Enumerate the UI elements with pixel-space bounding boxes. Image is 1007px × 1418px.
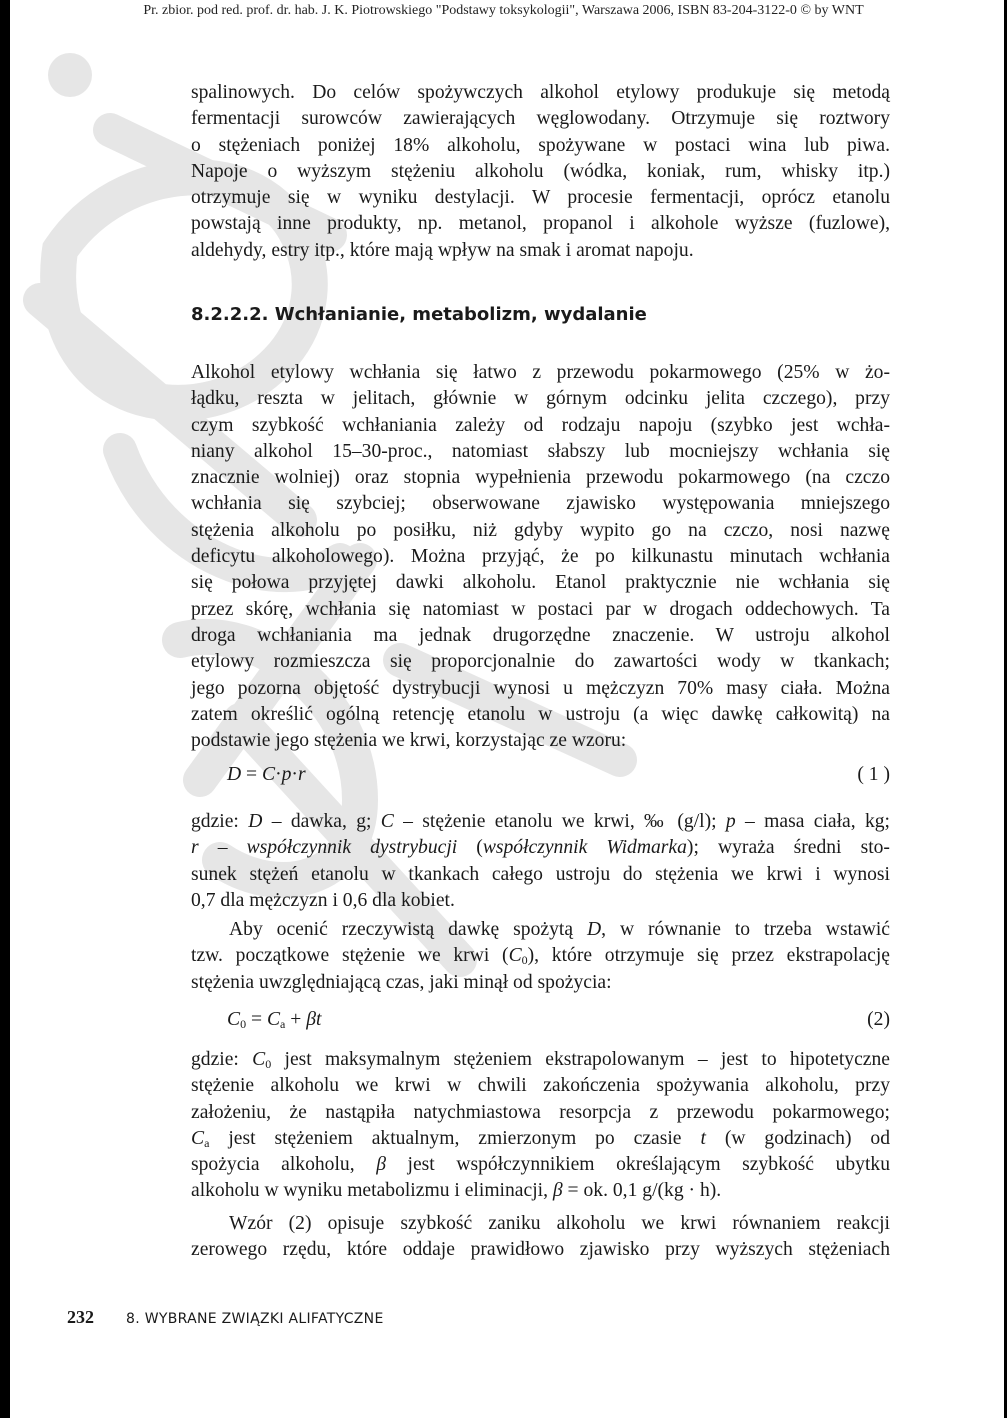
text-run: tzw. początkowe stężenie we krwi ( [191,945,509,967]
text-run: jego pozorna objętość dystrybucji wynosi u mężczyzn 70% masy ciała. Można [191,677,890,699]
italic-run: D [586,919,602,940]
italic-run: β [376,1154,386,1176]
text-run: zerowego rzędu, które oddaje prawidłowo zjawisko przy wyższych stężeniach [191,1239,890,1261]
paragraph-zero-order [191,1211,890,1264]
text-run: Napoje o wyższym stężeniu alkoholu (wódka, koniak, rum, whisky itp.) [191,160,890,182]
text-line [191,623,890,649]
text-line [191,211,890,237]
text-run: ( [457,837,483,859]
italic-run: D [227,764,242,785]
text-line [191,518,890,544]
text-run: niany alkohol 15–30-proc., natomiast słabszy lub mocniejszy wchłania się [191,440,890,462]
text-run: znacznie wolniej) oraz stopnia wypełnienia przewodu pokarmowego (na czczo [191,467,890,489]
text-run: czym szybkość wchłaniania zależy od rodzaju napoju (szybko jest wchła- [191,414,890,436]
text-run: stężenia uwzględniającą czas, jaki minął od spożycia: [191,971,612,993]
text-line [191,1152,890,1178]
text-run: 0,7 dla mężczyzn i 0,6 dla kobiet. [191,889,455,911]
text-line [191,702,890,728]
italic-run: C [508,945,522,967]
text-run: zatem określić ogólną retencję etanolu w ustroju (a więc dawkę całkowitą) na [191,703,890,725]
text-run: , w równanie to trzeba wstawić [601,919,891,940]
italic-run: C [191,1127,205,1149]
text-run: droga wchłaniania ma jednak drugorzędne znaczenie. W ustroju alkohol [191,624,890,646]
text-run: podstawie jego stężenia we krwi, korzystając ze wzoru: [191,730,627,752]
italic-run: r – współczynnik dystrybucji [191,837,458,859]
paragraph-absorption [191,360,890,754]
text-run: · [275,764,282,785]
text-line [191,1211,890,1237]
text-line [191,597,890,623]
text-run: ); wyraża średni sto- [686,837,890,859]
paragraph-initial-concentration [191,917,890,996]
text-run: o stężeniach poniżej 18% alkoholu, spożywane w postaci wina lub piwa. [191,134,890,156]
text-line [191,809,890,835]
text-run: gdzie: [191,1049,253,1070]
text-run: się połowa przyjętej dawki alkoholu. Etanol praktycznie nie wchłania się [191,572,890,594]
italic-run: C [380,811,394,832]
equation-2 [227,1009,890,1035]
text-run: otrzymuje się w wyniku destylacji. W procesie fermentacji, oprócz etanolu [191,187,890,209]
equation-number: ( 1 ) [857,764,890,785]
text-line [191,106,890,132]
text-run: gdzie: [191,811,249,832]
italic-run: C [262,764,276,785]
text-run: + [285,1009,307,1030]
text-run: powstają inne produkty, np. metanol, propanol i alkohole wyższe (fuzlowe), [191,213,890,235]
text-line [191,862,890,888]
subscript: 0 [240,1017,247,1031]
page-header-citation: Pr. zbior. pod red. prof. dr. hab. J. K. Piotrowskiego "Podstawy toksykologii", Warszawa 2006, ISBN 83-204-3122-0 © by WNT [143,3,864,18]
text-line [191,1073,890,1099]
paragraph-equation-1-legend [191,809,890,914]
italic-run: C [266,1009,281,1030]
text-run: aldehydy, estry itp., które mają wpływ na smak i aromat napoju. [191,239,694,261]
text-line [191,917,890,943]
text-line [191,649,890,675]
text-run: = [246,1009,267,1030]
text-line [191,1178,890,1204]
text-run: Aby ocenić rzeczywistą dawkę spożytą [229,919,587,940]
text-run: = ok. 0,1 g/(kg · h). [562,1180,722,1202]
text-line [191,835,890,861]
text-run: Alkohol etylowy wchłania się łatwo z przewodu pokarmowego (25% w żo- [191,362,890,383]
text-run: założeniu, że nastąpiła natychmiastowa resorpcja z przewodu pokarmowego; [191,1101,890,1123]
text-line [191,360,890,386]
italic-run: t [700,1127,706,1149]
italic-run: r [297,764,306,785]
text-run: łądku, reszta w jelitach, głównie w górnym odcinku jelita czczego), przy [191,388,890,410]
text-run: alkoholu w wyniku metabolizmu i eliminacji, [191,1180,553,1202]
text-run: jest współczynnikiem określającym szybkość ubytku [385,1154,890,1176]
text-run: – masa ciała, kg; [735,811,890,832]
text-line [191,159,890,185]
text-line [191,133,890,159]
section-heading: 8.2.2.2. Wchłanianie, metabolizm, wydalanie [191,304,647,325]
subscript: 0 [521,953,528,968]
text-line [191,728,890,754]
italic-run: β [552,1180,563,1202]
text-line [191,185,890,211]
text-line [191,888,890,914]
text-line [191,570,890,596]
text-line [191,386,890,412]
text-run: – dawka, g; [262,811,381,832]
equation-number: (2) [867,1009,890,1030]
text-run: (w godzinach) od [705,1127,890,1149]
text-run: jest maksymalnym stężeniem ekstrapolowanym – jest to hipotetyczne [271,1049,890,1070]
text-run: · [291,764,298,785]
italic-run: współczynnik Widmarka [482,837,687,859]
equation-1 [227,764,890,790]
italic-run: C [252,1049,266,1070]
italic-run: p [281,764,292,785]
text-run: jest stężeniem aktualnym, zmierzonym po czasie [209,1127,701,1149]
text-line [191,1047,890,1073]
text-line [191,1237,890,1263]
text-line [191,439,890,465]
text-run: ), które otrzymuje się przez ekstrapolację [527,945,890,967]
italic-run: βt [306,1009,322,1030]
text-line [191,943,890,969]
chapter-title: 8. WYBRANE ZWIĄZKI ALIFATYCZNE [126,1311,384,1327]
text-line [191,676,890,702]
italic-run: p [725,811,736,832]
paragraph-production [191,80,890,264]
text-line [191,491,890,517]
subscript: a [280,1017,286,1031]
equation-expression [227,764,306,785]
text-run: Wzór (2) opisuje szybkość zaniku alkoholu we krwi równaniem reakcji [229,1213,890,1234]
italic-run: D [248,811,263,832]
text-run: etylowy rozmieszcza się proporcjonalnie do zawartości wody w tkankach; [191,651,890,673]
text-run: sunek stężeń etanolu w tkankach całego ustroju do stężenia we krwi i wynosi [191,863,890,885]
text-run: przez skórę, wchłania się natomiast w postaci par w drogach oddechowych. Ta [191,598,890,620]
text-line [191,544,890,570]
text-run: stężenie alkoholu we krwi w chwili zakończenia spożywania alkoholu, przy [191,1075,890,1097]
left-border [0,0,10,1418]
subscript: a [204,1135,210,1150]
page-footer [67,1307,384,1328]
text-run: deficytu alkoholowego). Można przyjąć, że po kilkunastu minutach wchłania [191,546,890,568]
text-run: wchłania się szybciej; obserwowane zjawisko występowania mniejszego [191,493,890,515]
paragraph-equation-2-legend [191,1047,890,1205]
text-line [191,1126,890,1152]
text-line [191,238,890,264]
text-line [191,465,890,491]
text-line [191,970,890,996]
text-line [191,413,890,439]
subscript: 0 [265,1057,272,1071]
text-run: spalinowych. Do celów spożywczych alkohol etylowy produkuje się metodą [191,82,890,103]
text-run: spożycia alkoholu, [191,1154,377,1176]
text-run: stężenia alkoholu po posiłku, niż gdyby wypito go na czczo, nosi nazwę [191,519,890,541]
text-run: = [241,764,263,785]
text-run: – stężenie etanolu we krwi, ‰ (g/l); [393,811,726,832]
text-line [191,80,890,106]
equation-expression [227,1009,321,1030]
text-run: fermentacji surowców zawierających węglowodany. Otrzymuje się roztwory [191,108,890,130]
text-line [191,1100,890,1126]
italic-run: C [227,1009,241,1030]
page-number: 232 [67,1307,94,1327]
